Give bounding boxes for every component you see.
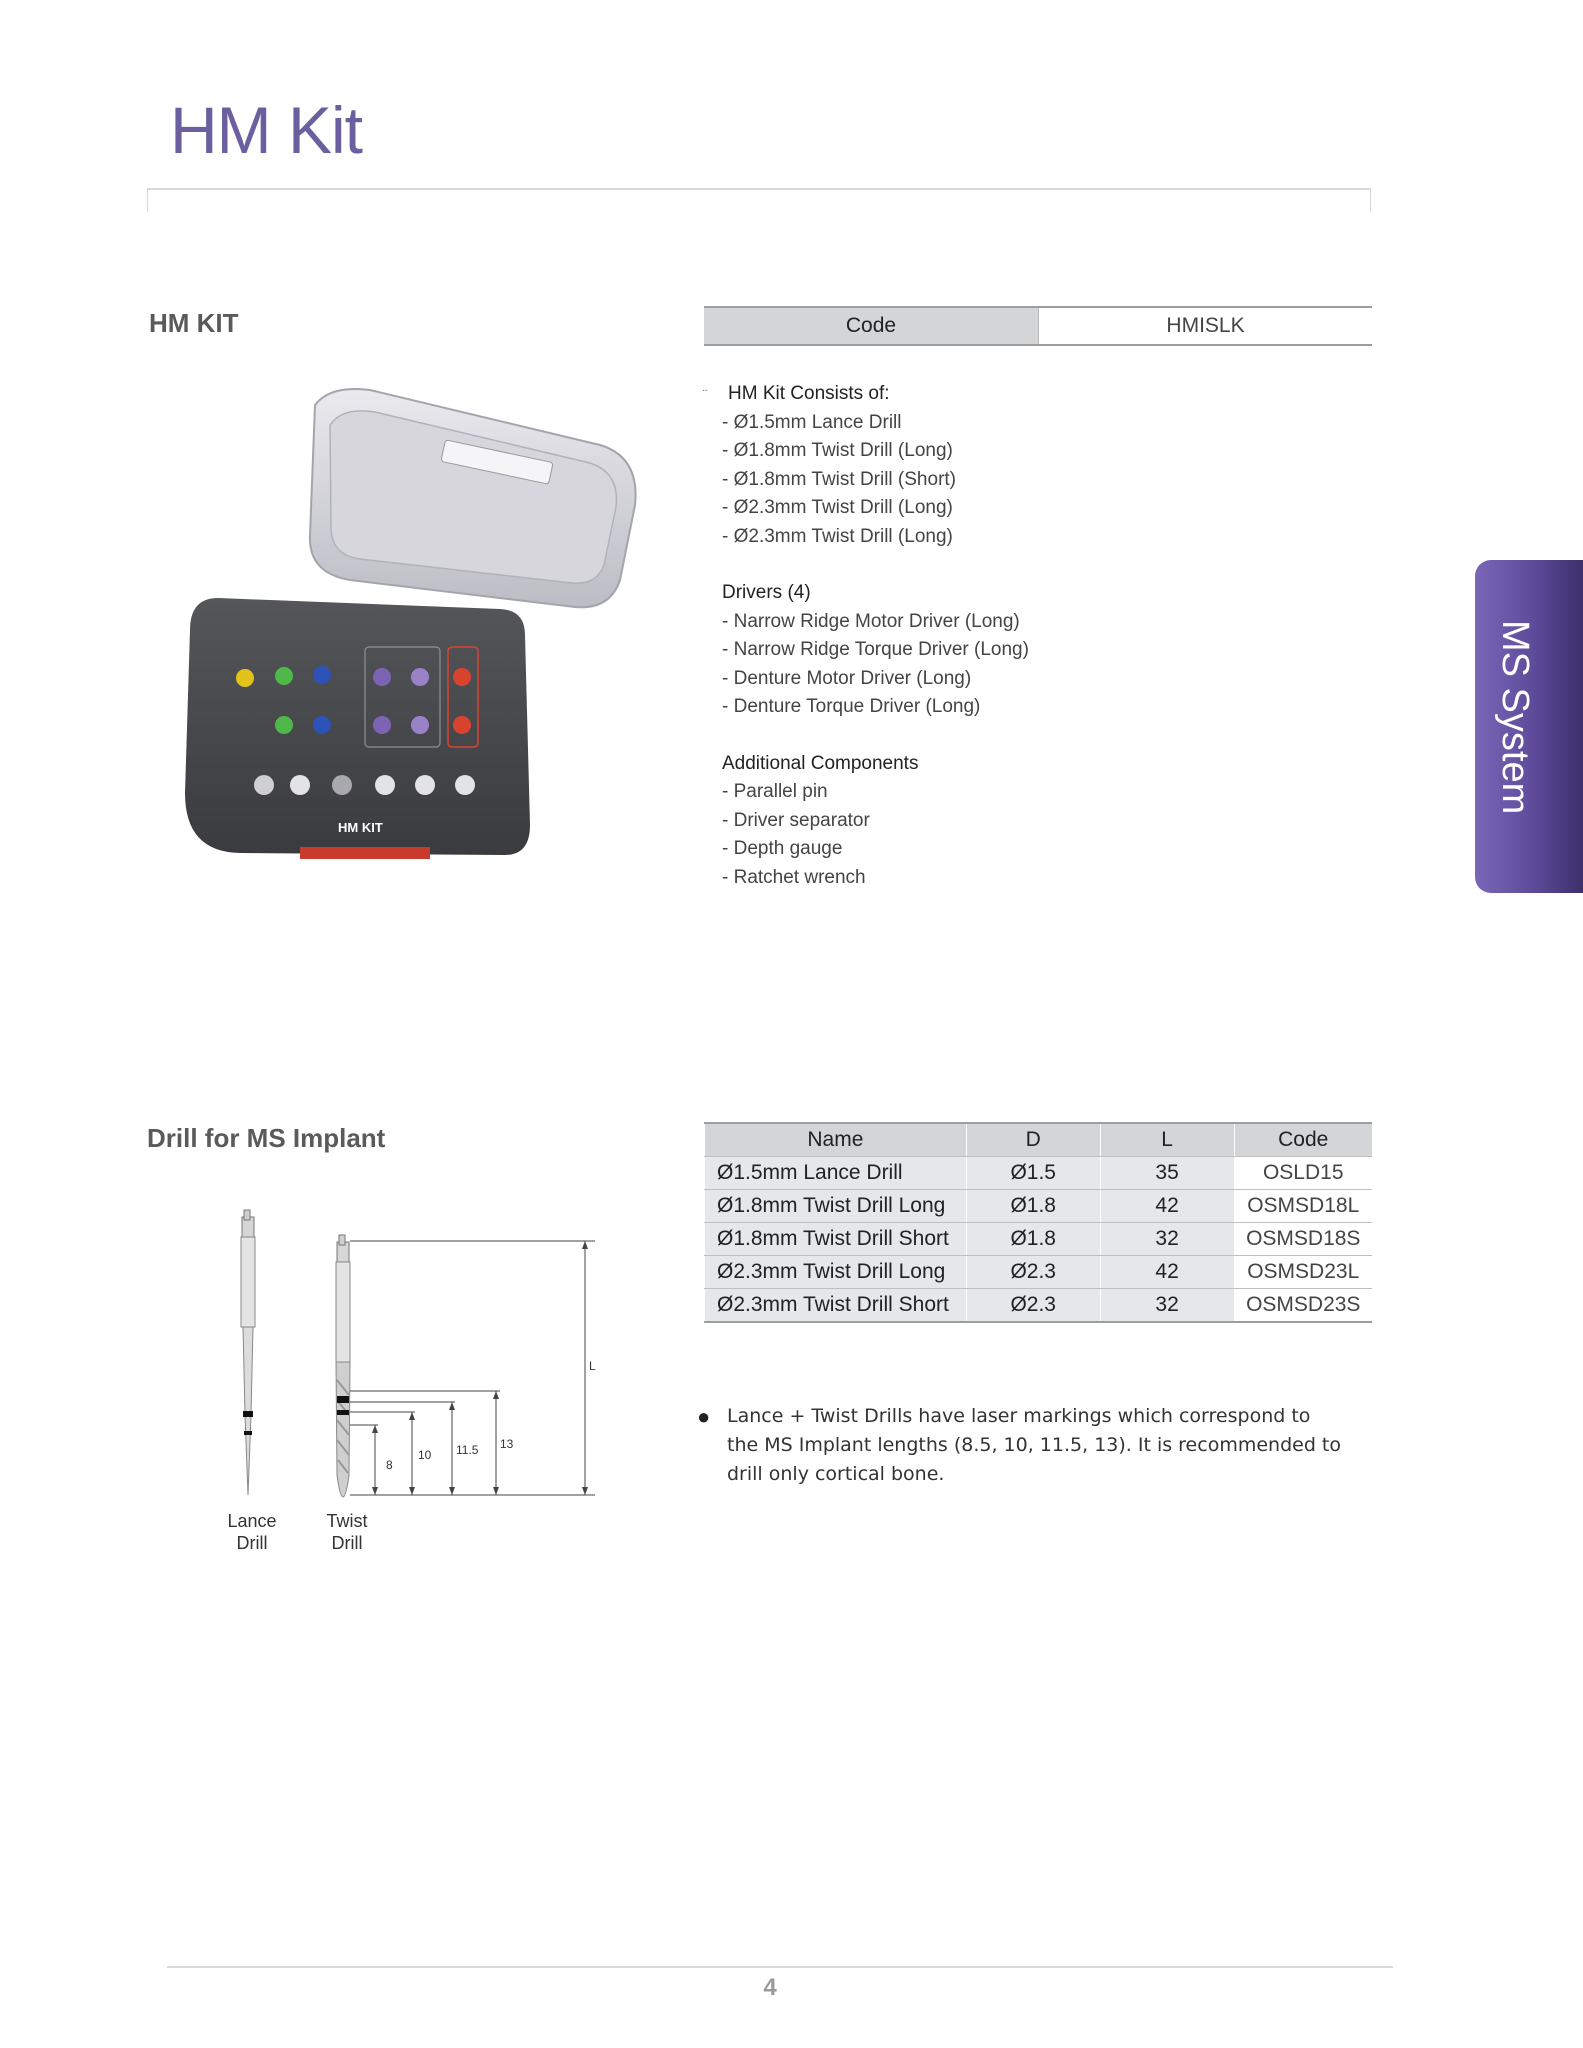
lid-inner (330, 411, 616, 583)
lance-label: Drill (236, 1533, 268, 1553)
drivers-heading: Drivers (4) (722, 582, 811, 603)
cell-d: Ø1.5 (966, 1157, 1100, 1190)
list-marker: ¨ (703, 387, 707, 401)
cell-l: 42 (1100, 1256, 1234, 1289)
cell-code: OSMSD18S (1234, 1223, 1372, 1256)
components-heading: Additional Components (722, 752, 919, 774)
twist-label: Drill (331, 1533, 363, 1553)
cell-name: Ø1.8mm Twist Drill Short (705, 1223, 967, 1256)
cell-name: Ø2.3mm Twist Drill Long (705, 1256, 967, 1289)
list-item: - Narrow Ridge Torque Driver (Long) (722, 639, 1029, 660)
consists-heading: HM Kit Consists of: (728, 383, 890, 404)
cell-name: Ø2.3mm Twist Drill Short (705, 1289, 967, 1323)
table-row (705, 1256, 1373, 1289)
drill-diagram (200, 1205, 620, 1565)
table-row (705, 1223, 1373, 1256)
list-item: - Depth gauge (722, 838, 843, 859)
kit-slot (373, 668, 391, 686)
kit-slot (313, 666, 331, 684)
dim-label-11-5: 11.5 (456, 1443, 479, 1457)
list-item: - Narrow Ridge Motor Driver (Long) (722, 610, 1020, 632)
hm-kit-heading: HM KIT (149, 308, 239, 338)
column-header-d: D (966, 1123, 1100, 1157)
column-header-code: Code (1234, 1123, 1372, 1157)
kit-slot (411, 668, 429, 686)
kit-slot (453, 716, 471, 734)
list-item: - Denture Motor Driver (Long) (722, 667, 972, 689)
cell-l: 35 (1100, 1157, 1234, 1190)
code-label: Code (704, 307, 1039, 345)
list-item: - Ø1.5mm Lance Drill (722, 411, 902, 433)
column-header-name: Name (705, 1123, 967, 1157)
list-item: - Ø1.8mm Twist Drill (Short) (722, 468, 957, 490)
drill-table (704, 1122, 1372, 1323)
side-tab-label: MS System (1494, 620, 1536, 815)
cell-d: Ø1.8 (966, 1223, 1100, 1256)
lance-label: Lance (227, 1511, 277, 1531)
title-rule (147, 188, 1371, 212)
kit-slot (411, 716, 429, 734)
kit-slot (275, 716, 293, 734)
kit-base-label: HM KIT (338, 820, 383, 835)
dim-label-13: 13 (500, 1437, 514, 1451)
kit-slot (236, 669, 254, 687)
cell-l: 32 (1100, 1289, 1234, 1323)
page-number: 4 (763, 1974, 777, 2001)
list-item: - Ø1.8mm Twist Drill (Long) (722, 440, 953, 461)
list-item: - Driver separator (722, 809, 870, 831)
kit-slot (455, 775, 475, 795)
kit-slot (313, 716, 331, 734)
footer-rule (167, 1966, 1393, 1968)
hm-kit-product-image (180, 385, 655, 865)
cell-name: Ø1.8mm Twist Drill Long (705, 1190, 967, 1223)
list-item: - Ratchet wrench (722, 866, 866, 888)
kit-slot (290, 775, 310, 795)
twist-label: Twist (326, 1511, 368, 1531)
list-item: - Ø2.3mm Twist Drill (Long) (722, 525, 953, 547)
kit-slot (453, 668, 471, 686)
dimension-arrows (372, 1241, 588, 1495)
kit-slot (415, 775, 435, 795)
kit-slot (375, 775, 395, 795)
list-item: - Ø2.3mm Twist Drill (Long) (722, 497, 953, 518)
column-header-l: L (1100, 1123, 1234, 1157)
table-header-row (705, 1123, 1373, 1157)
cell-code: OSMSD18L (1234, 1190, 1372, 1223)
page-title: HM Kit (170, 93, 362, 167)
bullet-icon: ● (697, 1404, 711, 1429)
cell-d: Ø2.3 (966, 1256, 1100, 1289)
dim-label-8: 8 (386, 1458, 393, 1472)
cell-code: OSMSD23S (1234, 1289, 1372, 1323)
code-table (704, 306, 1372, 346)
drill-note: Lance + Twist Drills have laser markings which correspond to the MS Implant lengths (8.5, 10, 11.5, 13). It is recommended to drill only cortical bone. (727, 1405, 1341, 1485)
code-value: HMISLK (1039, 307, 1373, 345)
cell-d: Ø1.8 (966, 1190, 1100, 1223)
kit-slot (332, 775, 352, 795)
cell-code: OSLD15 (1234, 1157, 1372, 1190)
kit-slot (373, 716, 391, 734)
kit-red-strip (300, 847, 430, 859)
kit-slot (254, 775, 274, 795)
drill-section-heading: Drill for MS Implant (147, 1123, 386, 1153)
lance-drill-shape (241, 1210, 255, 1495)
cell-name: Ø1.5mm Lance Drill (705, 1157, 967, 1190)
dim-label-10: 10 (418, 1448, 432, 1462)
twist-drill-shape (336, 1235, 350, 1497)
cell-l: 42 (1100, 1190, 1234, 1223)
table-row (705, 1289, 1373, 1323)
kit-contents-list (722, 380, 1029, 892)
cell-code: OSMSD23L (1234, 1256, 1372, 1289)
table-row (705, 1190, 1373, 1223)
dim-label-L: L (589, 1359, 596, 1373)
cell-d: Ø2.3 (966, 1289, 1100, 1323)
kit-slot (275, 667, 293, 685)
list-item: - Denture Torque Driver (Long) (722, 696, 981, 717)
table-row (705, 1157, 1373, 1190)
list-item: - Parallel pin (722, 781, 828, 802)
cell-l: 32 (1100, 1223, 1234, 1256)
